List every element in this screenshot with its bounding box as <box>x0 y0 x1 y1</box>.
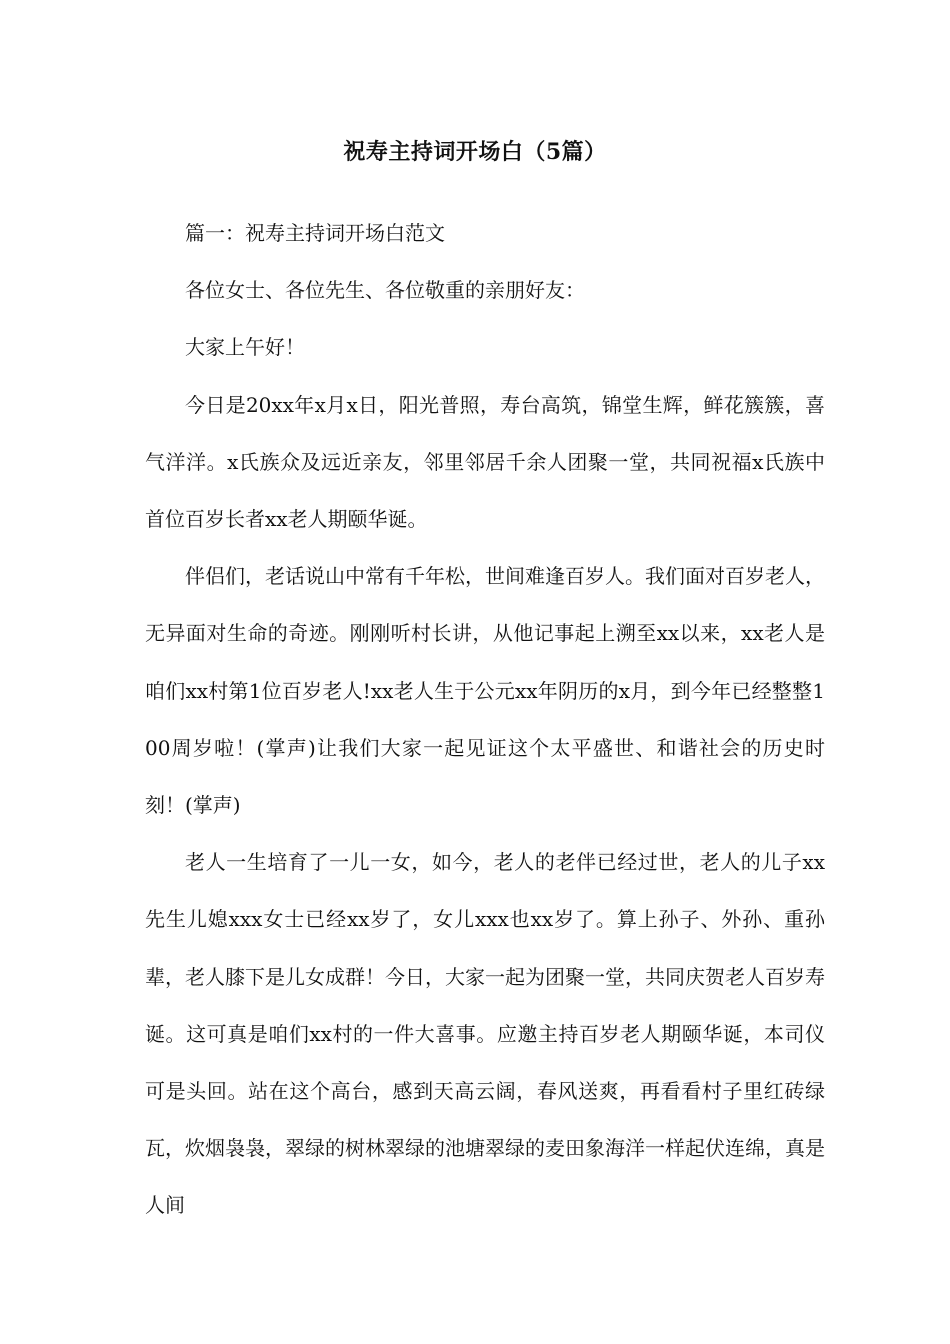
section-heading: 篇一：祝寿主持词开场白范文 <box>185 221 445 245</box>
greeting-paragraph: 大家上午好！ <box>185 335 305 360</box>
document-title: 祝寿主持词开场白（5篇） <box>343 139 607 165</box>
body-paragraph: 今日是20xx年x月x日，阳光普照，寿台高筑，锦堂生辉，鲜花簇簇，喜气洋洋。x氏族众及远近亲友，邻里邻居千余人团聚一堂，共同祝福x氏族中首位百岁长者xx老人期颐华诞。 <box>145 392 825 532</box>
salutation-paragraph: 各位女士、各位先生、各位敬重的亲朋好友： <box>185 278 585 303</box>
document-body <box>145 205 825 1235</box>
body-paragraph: 老人一生培育了一儿一女，如今，老人的老伴已经过世，老人的儿子xx先生儿媳xxx女士已经xx岁了，女儿xxx也xx岁了。算上孙子、外孙、重孙辈，老人膝下是儿女成群！今日，大家一起为团聚一堂，共同庆贺老人百岁寿诞。这可真是咱们xx村的一件大喜事。应邀主持百岁老人期颐华诞，本司仪可是头回。站在这个高台，感到天高云阔，春风送爽，再看看村子里红砖绿瓦，炊烟袅袅，翠绿的树林翠绿的池塘翠绿的麦田象海洋一样起伏连绵，真是人间 <box>145 850 825 1218</box>
body-paragraph: 伴侣们，老话说山中常有千年松，世间难逢百岁人。我们面对百岁老人，无异面对生命的奇迹。刚刚听村长讲，从他记事起上溯至xx以来，xx老人是咱们xx村第1位百岁老人!xx老人生于公元xx年阴历的x月，到今年已经整整100周岁啦！(掌声)让我们大家一起见证这个太平盛世、和谐社会的历史时刻！(掌声) <box>145 564 825 818</box>
